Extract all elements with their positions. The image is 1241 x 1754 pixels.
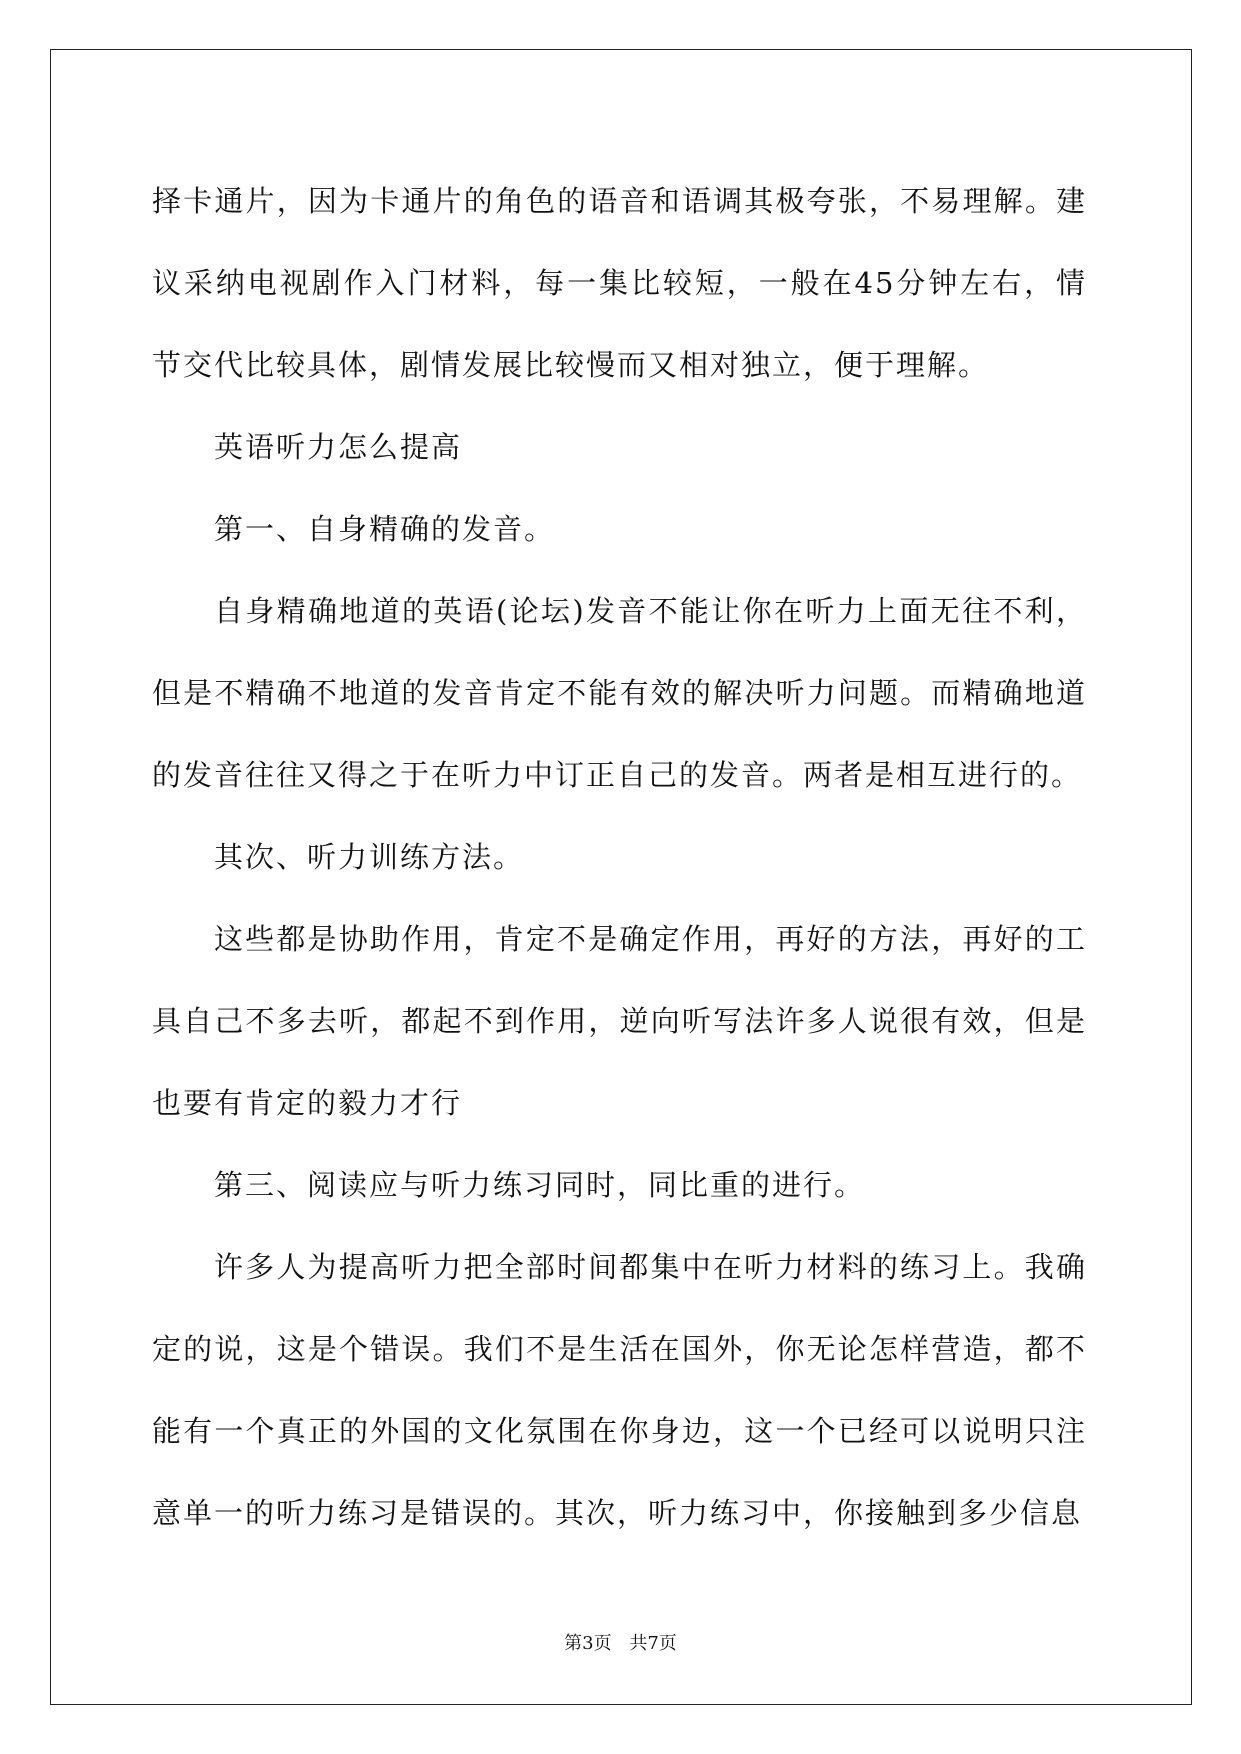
paragraph: 这些都是协助作用，肯定不是确定作用，再好的方法，再好的工具自己不多去听，都起不到作用，逆向听写法许多人说很有效，但是也要有肯定的毅力才行: [152, 922, 1087, 1120]
page-total: 共7页: [629, 1633, 677, 1654]
page-number: 第3页: [564, 1633, 612, 1654]
paragraph: 自身精确地道的英语(论坛)发音不能让你在听力上面无往不利，但是不精确不地道的发音肯定不能有效的解决听力问题。而精确地道的发音往往又得之于在听力中订正自己的发音。两者是相互进行的。: [152, 594, 1087, 792]
paragraph: 择卡通片，因为卡通片的角色的语音和语调其极夸张，不易理解。建议采纳电视剧作入门材料，每一集比较短，一般在45分钟左右，情节交代比较具体，剧情发展比较慢而又相对独立，便于理解。: [152, 184, 1087, 382]
section-heading: 第一、自身精确的发音。: [214, 512, 556, 546]
section-heading: 第三、阅读应与听力练习同时，同比重的进行。: [214, 1168, 866, 1202]
section-heading: 英语听力怎么提高: [214, 430, 463, 464]
page-footer: [0, 1632, 1241, 1656]
paragraph: 许多人为提高听力把全部时间都集中在听力材料的练习上。我确定的说，这是个错误。我们不是生活在国外，你无论怎样营造，都不能有一个真正的外国的文化氛围在你身边，这一个已经可以说明只注意单一的听力练习是错误的。其次，听力练习中，你接触到多少信息: [152, 1250, 1087, 1530]
section-heading: 其次、听力训练方法。: [214, 840, 525, 874]
document-body: [152, 160, 1087, 1554]
